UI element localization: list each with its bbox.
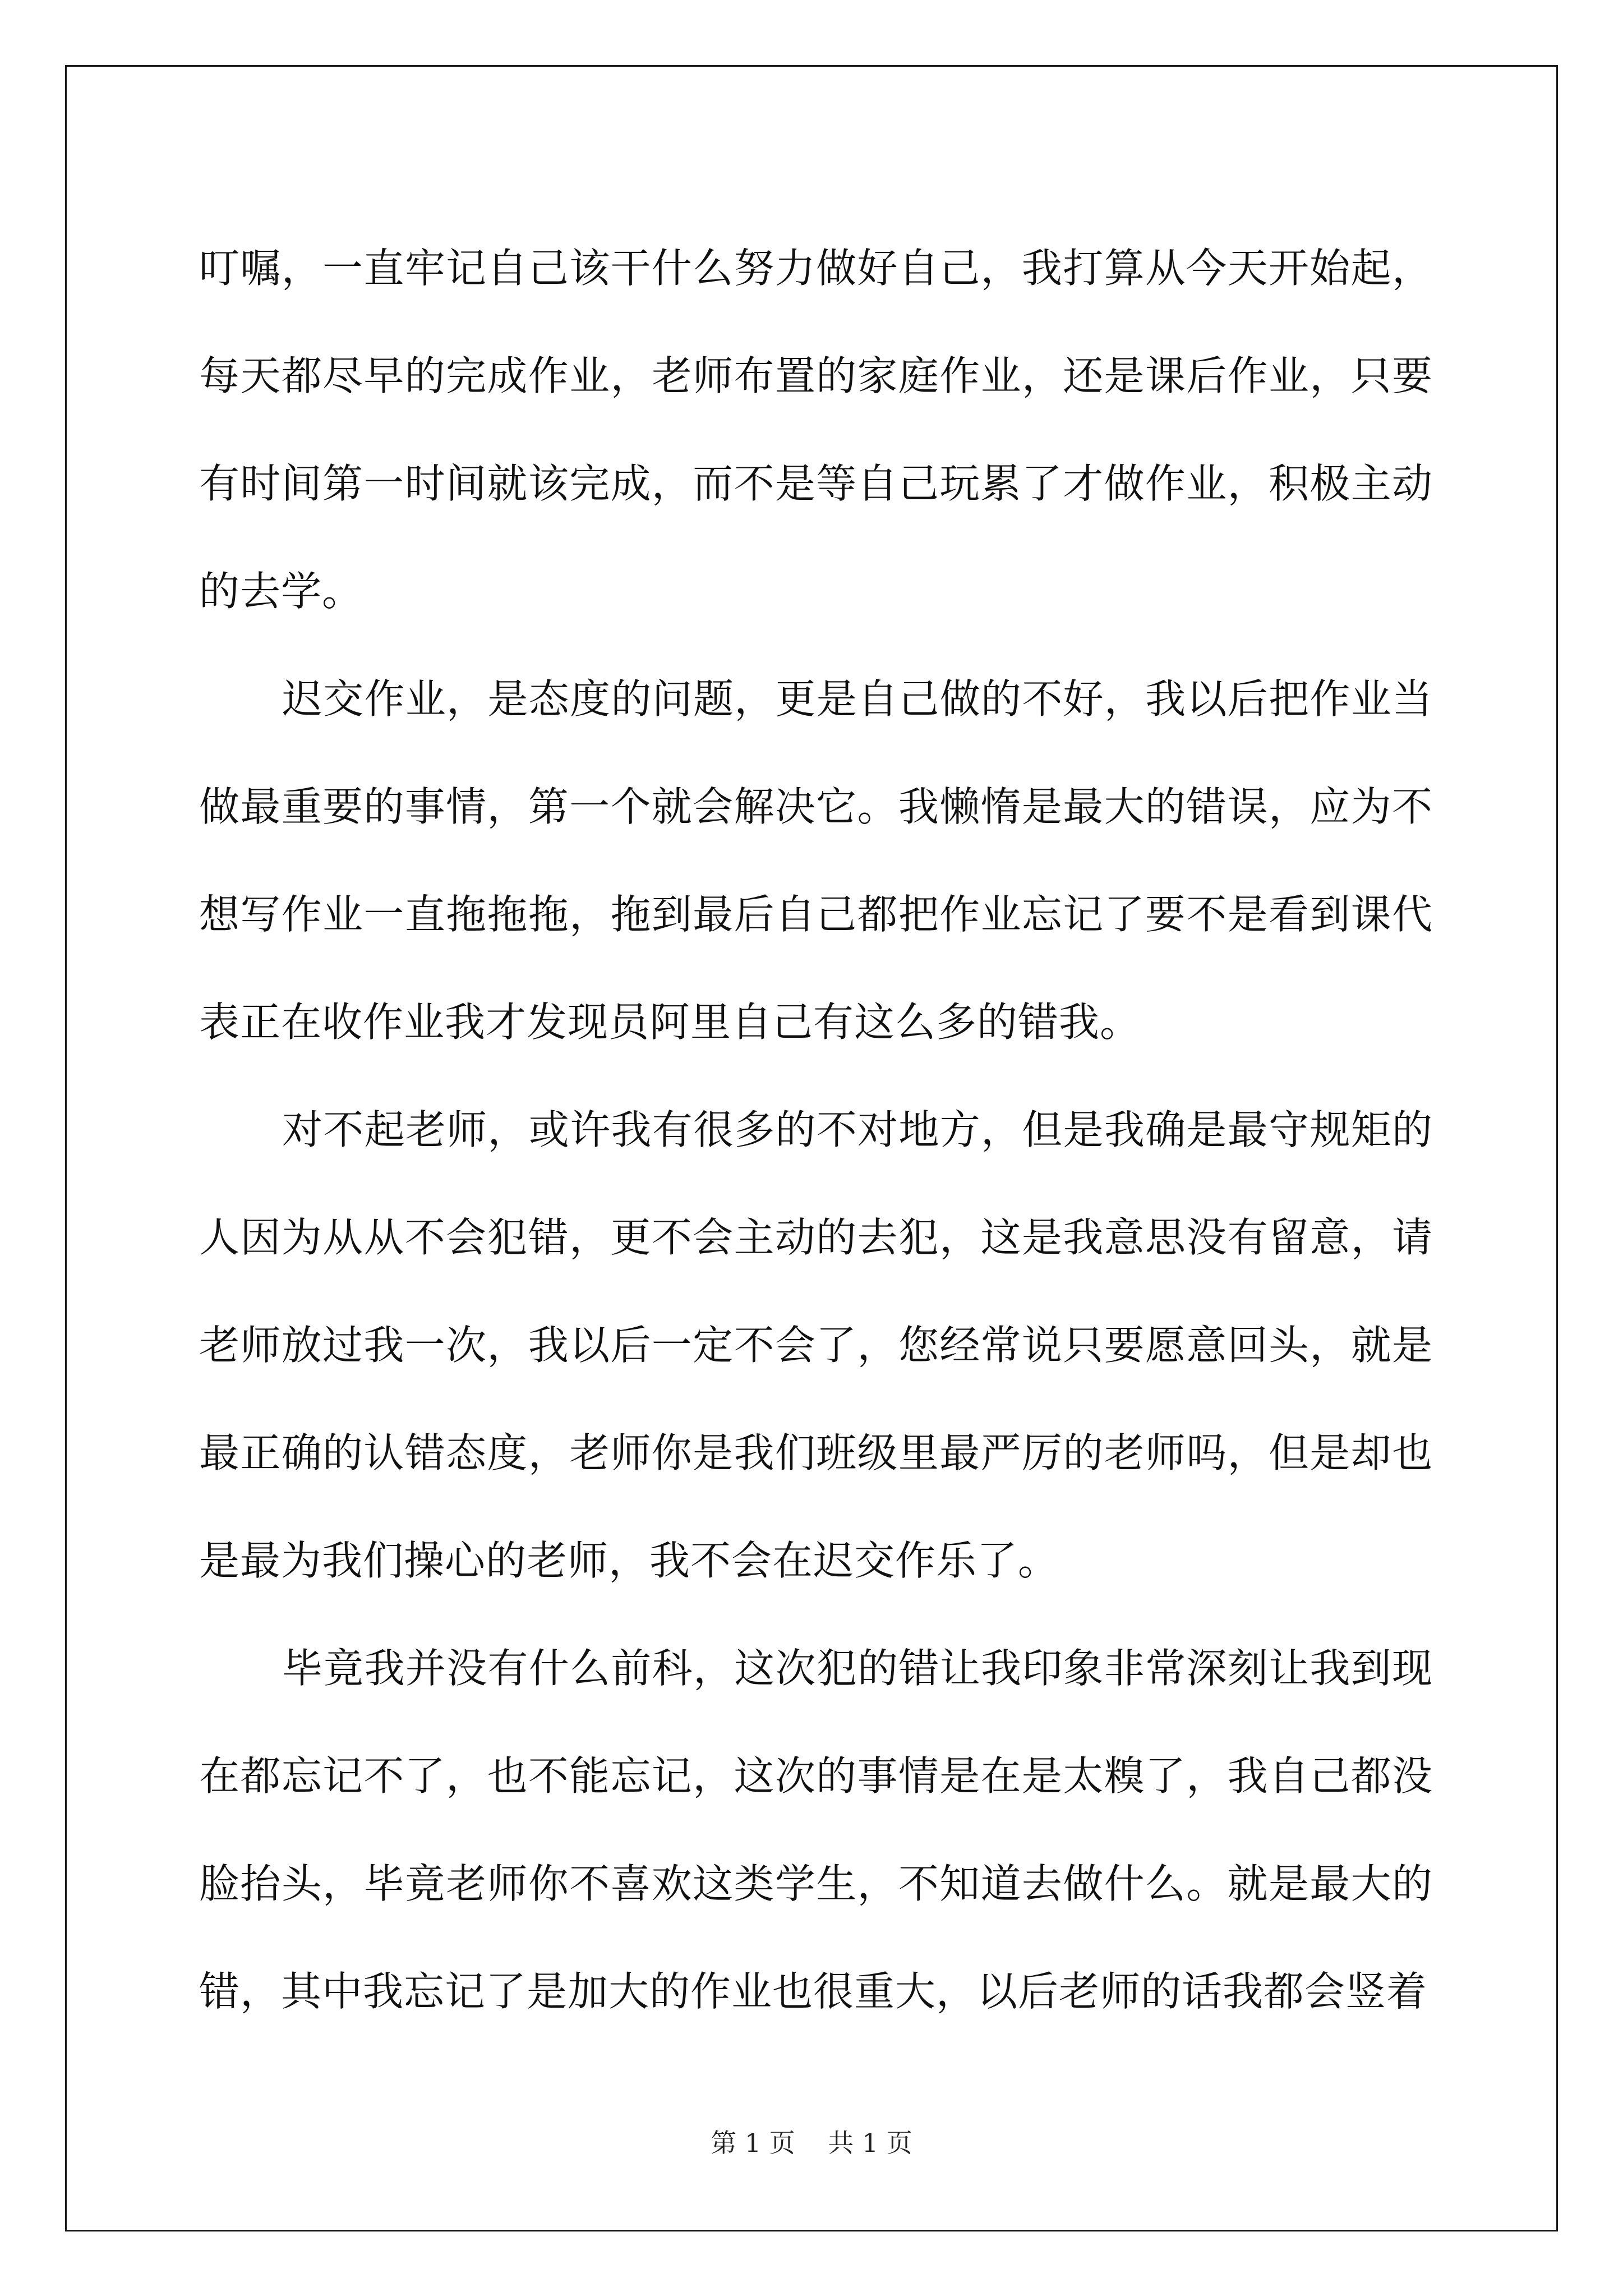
paragraph-3: 对不起老师，或许我有很多的不对地方，但是我确是最守规矩的人因为从从不会犯错，更不会主动的去犯，这是我意思没有留意，请老师放过我一次，我以后一定不会了，您经常说只要愿意回头，就是最正确的认错态度，老师你是我们班级里最严厉的老师吗，但是却也是最为我们操心的老师，我不会在迟交作乐了。 [199, 1106, 1433, 1584]
document-body [199, 214, 1433, 2045]
page-number-footer: 第 1 页 共 1 页 [711, 2128, 912, 2158]
paragraph-4: 毕竟我并没有什么前科，这次犯的错让我印象非常深刻让我到现在都忘记不了，也不能忘记，这次的事情是在是太糗了，我自己都没脸抬头，毕竟老师你不喜欢这类学生，不知道去做什么。就是最大的错，其中我忘记了是加大的作业也很重大，以后老师的话我都会竖着 [199, 1645, 1433, 2015]
paragraph-1: 叮嘱，一直牢记自己该干什么努力做好自己，我打算从今天开始起，每天都尽早的完成作业，老师布置的家庭作业，还是课后作业，只要有时间第一时间就该完成，而不是等自己玩累了才做作业，积极主动的去学。 [199, 245, 1433, 615]
paragraph-2: 迟交作业，是态度的问题，更是自己做的不好，我以后把作业当做最重要的事情，第一个就会解决它。我懒惰是最大的错误，应为不想写作业一直拖拖拖，拖到最后自己都把作业忘记了要不是看到课代表正在收作业我才发现员阿里自己有这么多的错我。 [199, 675, 1433, 1046]
